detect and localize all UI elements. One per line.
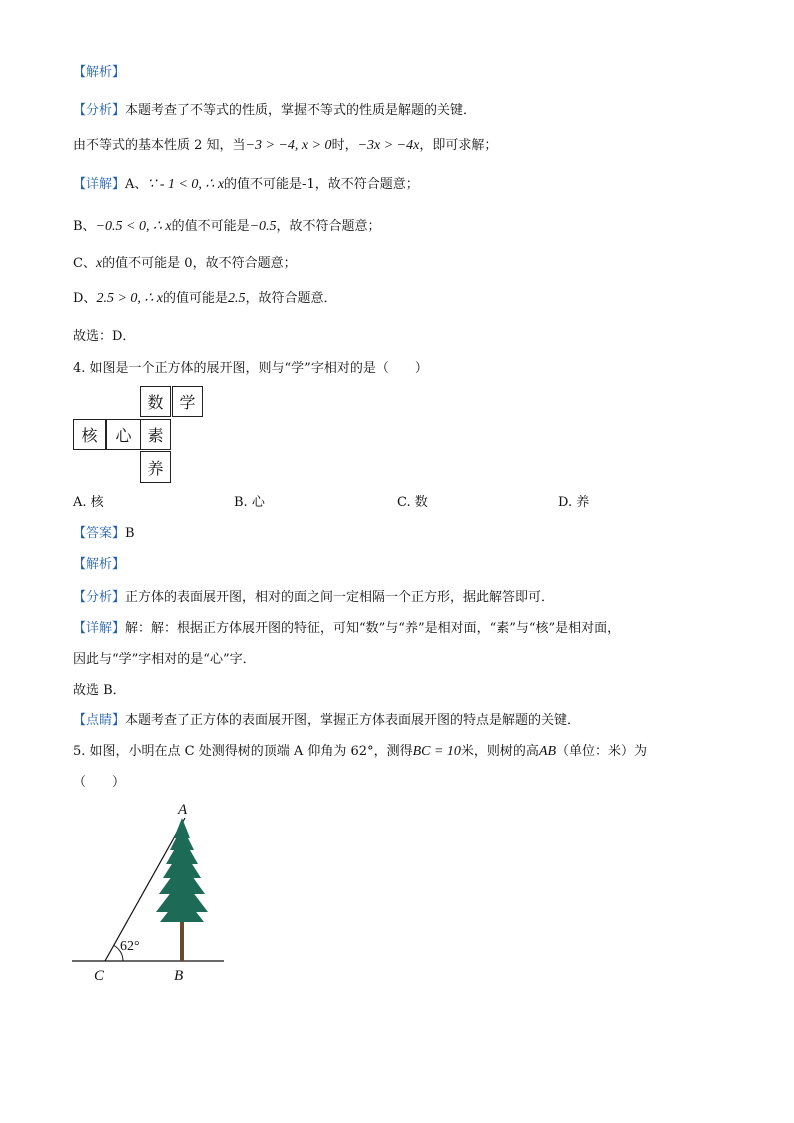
q4-jiexi-heading: 【解析】 [73,557,126,572]
detail-tag: 【详解】 [73,177,126,192]
q4-analysis: 【分析】正方体的表面展开图，相对的面之间一定相隔一个正方形，据此解答即可． [73,590,555,605]
net-cell-xin: 心 [106,419,141,450]
q3-choice: 故选：D． [73,329,136,344]
net-cell-he: 核 [73,419,106,450]
label-b: B [174,968,184,984]
q4-option-a: A. 核 [73,495,104,510]
q3-detail-c: C、x的值不可能是 0，故不符合题意； [73,256,297,271]
analysis-tag: 【分析】 [73,103,126,118]
label-a: A [178,802,188,818]
q4-option-d: D. 养 [558,495,590,510]
q3-jiexi-heading: 【解析】 [73,65,126,80]
q3-detail-d: D、2.5 > 0, ∴ x的值可能是2.5，故符合题意． [73,291,337,306]
net-cell-su: 素 [140,419,171,450]
q4-answer: 【答案】B [73,526,135,541]
q4-comment: 【点睛】本题考查了正方体的表面展开图，掌握正方体表面展开图的特点是解题的关键． [73,713,581,728]
net-cell-shu: 数 [140,386,171,417]
q4-choice: 故选 B． [73,683,126,698]
tree-foliage [156,818,208,922]
q4-detail-1: 【详解】解：解：根据正方体展开图的特征，可知“数”与“养”是相对面，“素”与“核”是相对面， [73,621,621,636]
q5-stem: 5. 如图，小明在点 C 处测得树的顶端 A 仰角为 62°，测得BC = 10米，则树的高AB（单位：米）为 [73,744,648,759]
comment-tag: 【点睛】 [73,713,126,728]
q3-basis: 由不等式的基本性质 2 知，当−3 > −4, x > 0时，−3x > −4x，即可求解； [73,138,498,153]
answer-tag: 【答案】 [73,526,126,541]
q3-detail-a: 【详解】A、∵ - 1 < 0, ∴ x的值不可能是-1，故不符合题意； [73,177,419,192]
q3-detail-b: B、−0.5 < 0, ∴ x的值不可能是−0.5，故不符合题意； [73,219,381,234]
q5-stem-line2: （ ） [73,775,126,790]
q3-analysis: 【分析】本题考查了不等式的性质，掌握不等式的性质是解题的关键． [73,103,477,118]
detail-tag: 【详解】 [73,621,126,636]
label-c: C [94,968,105,984]
net-cell-yang: 养 [140,451,171,483]
analysis-tag: 【分析】 [73,590,126,605]
tree-elevation-figure [60,796,240,986]
q4-option-b: B. 心 [234,495,265,510]
angle-label: 62° [120,939,140,954]
net-cell-xue: 学 [172,386,203,417]
q4-stem: 4. 如图是一个正方体的展开图，则与“学”字相对的是（ ） [73,361,428,376]
q4-detail-2: 因此与“学”字相对的是“心”字． [73,652,256,667]
q4-option-c: C. 数 [397,495,428,510]
